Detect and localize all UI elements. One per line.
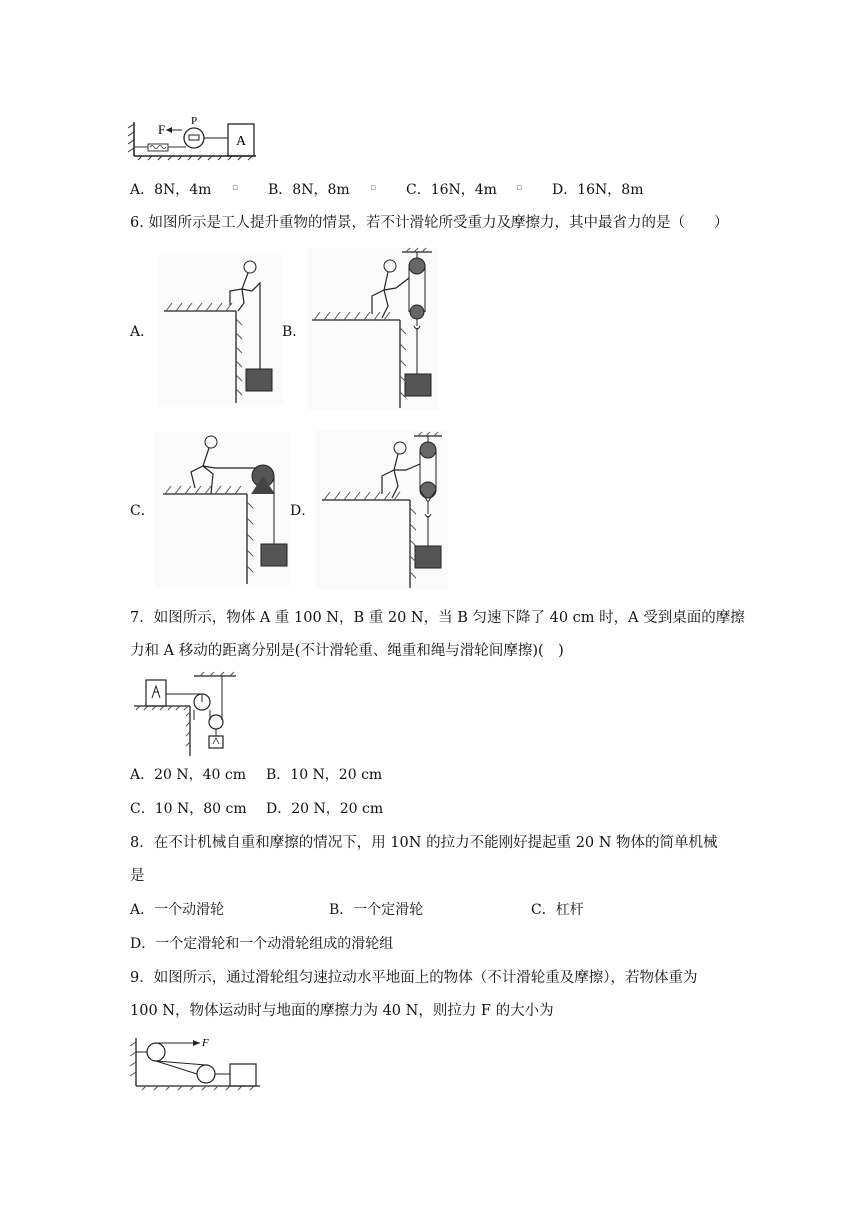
q7-stem-line1: 7．如图所示，物体 A 重 100 N，B 重 20 N，当 B 匀速下降了 40 cm 时，A 受到桌面的摩擦 bbox=[130, 610, 745, 626]
q8-option-a[interactable]: A．一个动滑轮 bbox=[130, 902, 225, 918]
q6-label-b[interactable]: B． bbox=[282, 324, 307, 340]
q8-stem-line2: 是 bbox=[130, 868, 145, 884]
q7-stem-line2: 力和 A 移动的距离分别是(不计滑轮重、绳重和绳与滑轮间摩擦)( ) bbox=[130, 643, 564, 659]
q5-option-d[interactable]: D．16N，8m bbox=[552, 182, 644, 198]
q5-option-a[interactable]: A．8N，4m bbox=[130, 182, 212, 198]
q7-option-a[interactable]: A．20 N，40 cm bbox=[130, 767, 247, 783]
q6-label-d[interactable]: D． bbox=[290, 503, 316, 519]
q9-stem-line2: 100 N，物体运动时与地面的摩擦力为 40 N，则拉力 F 的大小为 bbox=[130, 1003, 554, 1019]
q5-option-b[interactable]: B．8N，8m bbox=[268, 182, 350, 198]
q6-label-c[interactable]: C． bbox=[130, 503, 155, 519]
q6-figure-d bbox=[316, 430, 448, 590]
separator-dot: ▫ bbox=[232, 183, 239, 193]
q8-option-b[interactable]: B．一个定滑轮 bbox=[329, 902, 424, 918]
q5-fig-label-a: A bbox=[236, 134, 247, 149]
q8-stem-line1: 8．在不计机械自重和摩擦的情况下，用 10N 的拉力不能刚好提起重 20 N 物体的简单机械 bbox=[130, 835, 718, 851]
q8-option-d[interactable]: D．一个定滑轮和一个动滑轮组成的滑轮组 bbox=[130, 936, 394, 952]
q9-figure bbox=[130, 1036, 262, 1092]
q5-fig-label-f: F bbox=[158, 122, 166, 137]
q5-figure bbox=[128, 112, 258, 162]
q5-fig-label-p: P bbox=[191, 115, 198, 127]
q5-option-c[interactable]: C．16N，4m bbox=[406, 182, 497, 198]
q9-stem-line1: 9．如图所示，通过滑轮组匀速拉动水平地面上的物体（不计滑轮重及摩擦），若物体重为 bbox=[130, 970, 698, 986]
q7-option-c[interactable]: C．10 N，80 cm bbox=[130, 801, 247, 817]
q7-option-b[interactable]: B．10 N，20 cm bbox=[266, 767, 383, 783]
q6-figure-a bbox=[158, 255, 283, 405]
q6-label-a[interactable]: A． bbox=[130, 324, 155, 340]
q9-fig-label-f: F bbox=[202, 1037, 209, 1049]
separator-dot: ▫ bbox=[370, 183, 377, 193]
separator-dot: ▫ bbox=[516, 183, 523, 193]
q6-figure-b bbox=[308, 248, 438, 410]
q7-figure bbox=[130, 672, 240, 758]
q7-option-d[interactable]: D．20 N，20 cm bbox=[266, 801, 384, 817]
q8-option-c[interactable]: C．杠杆 bbox=[531, 902, 584, 918]
q6-figure-c bbox=[155, 432, 290, 587]
q6-stem: 6. 如图所示是工人提升重物的情景，若不计滑轮所受重力及摩擦力，其中最省力的是（ ） bbox=[130, 215, 729, 231]
